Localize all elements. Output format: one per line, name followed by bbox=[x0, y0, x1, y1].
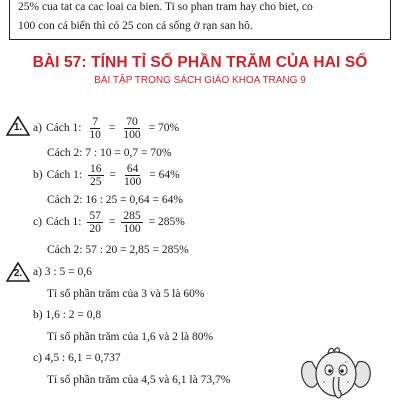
intro-line-1: 25% cua tat ca cac loai ca bien. Ti so phan tram hay cho biet, co bbox=[18, 1, 313, 13]
ex1a-cach2: Cách 2: 7 : 10 = 0,7 = 70% bbox=[47, 147, 172, 159]
lesson-title: BÀI 57: TÍNH TỈ SỐ PHẦN TRĂM CỦA HAI SỐ bbox=[32, 54, 368, 71]
ex1c-frac2-num: 285 bbox=[123, 209, 141, 222]
ex1b-cach1-label: Cách 1: bbox=[46, 169, 83, 181]
ex1c-fraction-2 bbox=[121, 210, 142, 235]
ex1b-cach2: Cách 2: 16 : 25 = 0,64 = 64% bbox=[47, 194, 183, 206]
intro-line-2: 100 con cá biển thì có 25 con cá sống ở rạn san hô. bbox=[18, 20, 253, 32]
intro-text-box bbox=[9, 0, 391, 40]
ex1a-fraction-1 bbox=[87, 116, 103, 141]
ex1c-frac2-den: 100 bbox=[123, 222, 141, 235]
ex1a-fraction-2 bbox=[121, 116, 142, 141]
ex1c-frac1-num: 57 bbox=[89, 209, 101, 222]
ex1a-frac1-num: 7 bbox=[92, 115, 99, 128]
ex1b-fraction-1 bbox=[88, 163, 104, 188]
ex1a-result: = 70% bbox=[148, 122, 180, 134]
ex1a-cach1 bbox=[33, 115, 180, 141]
ex1a-frac2-den: 100 bbox=[123, 128, 141, 141]
ex1c-cach2: Cách 2: 57 : 20 = 2,85 = 285% bbox=[47, 244, 189, 256]
ex2c-expression: c) 4,5 : 6,1 = 0,737 bbox=[33, 352, 121, 364]
ex1c-result: = 285% bbox=[148, 216, 185, 228]
ex1a-label: a) bbox=[33, 122, 42, 134]
ex1a-frac1-den: 10 bbox=[89, 128, 101, 141]
exercise-1-number: 1. bbox=[13, 122, 23, 133]
ex1b-result: = 64% bbox=[149, 169, 180, 181]
ex1b-frac1-den: 25 bbox=[90, 175, 102, 188]
ex1c-fraction-1 bbox=[87, 210, 103, 235]
equals-sign: = bbox=[108, 122, 116, 134]
ex1b-label: b) bbox=[33, 169, 43, 181]
ex2a-text: Tỉ số phần trăm của 3 và 5 là 60% bbox=[47, 288, 205, 300]
ex2b-expression: b) 1,6 : 2 = 0,8 bbox=[33, 309, 102, 321]
ex1b-frac2-num: 64 bbox=[126, 162, 139, 175]
ex1a-cach1-label: Cách 1: bbox=[45, 122, 82, 134]
ex1c-cach1 bbox=[33, 209, 185, 235]
ex2c-text: Tỉ số phần trăm của 4,5 và 6,1 là 73,7% bbox=[47, 374, 231, 386]
ex1b-frac2-den: 100 bbox=[124, 175, 142, 188]
ex1b-cach1 bbox=[33, 162, 180, 188]
ex1c-frac1-den: 20 bbox=[89, 222, 101, 235]
exercise-2-marker bbox=[6, 262, 30, 282]
ex1c-label: c) bbox=[33, 216, 42, 228]
ex1b-fraction-2 bbox=[122, 163, 143, 188]
equals-sign: = bbox=[109, 169, 117, 181]
elephant-illustration bbox=[298, 340, 374, 400]
ex1a-frac2-num: 70 bbox=[126, 115, 138, 128]
ex1c-cach1-label: Cách 1: bbox=[45, 216, 82, 228]
ex2b-text: Tỉ số phần trăm của 1,6 và 2 là 80% bbox=[47, 331, 214, 343]
lesson-subtitle: BÀI TẬP TRONG SÁCH GIÁO KHOA TRANG 9 bbox=[94, 75, 306, 86]
equals-sign: = bbox=[108, 216, 116, 228]
ex1b-frac1-num: 16 bbox=[90, 162, 102, 175]
ex2a-expression: a) 3 : 5 = 0,6 bbox=[33, 266, 92, 278]
exercise-1-marker bbox=[6, 116, 30, 136]
exercise-2-number: 2. bbox=[13, 268, 23, 279]
